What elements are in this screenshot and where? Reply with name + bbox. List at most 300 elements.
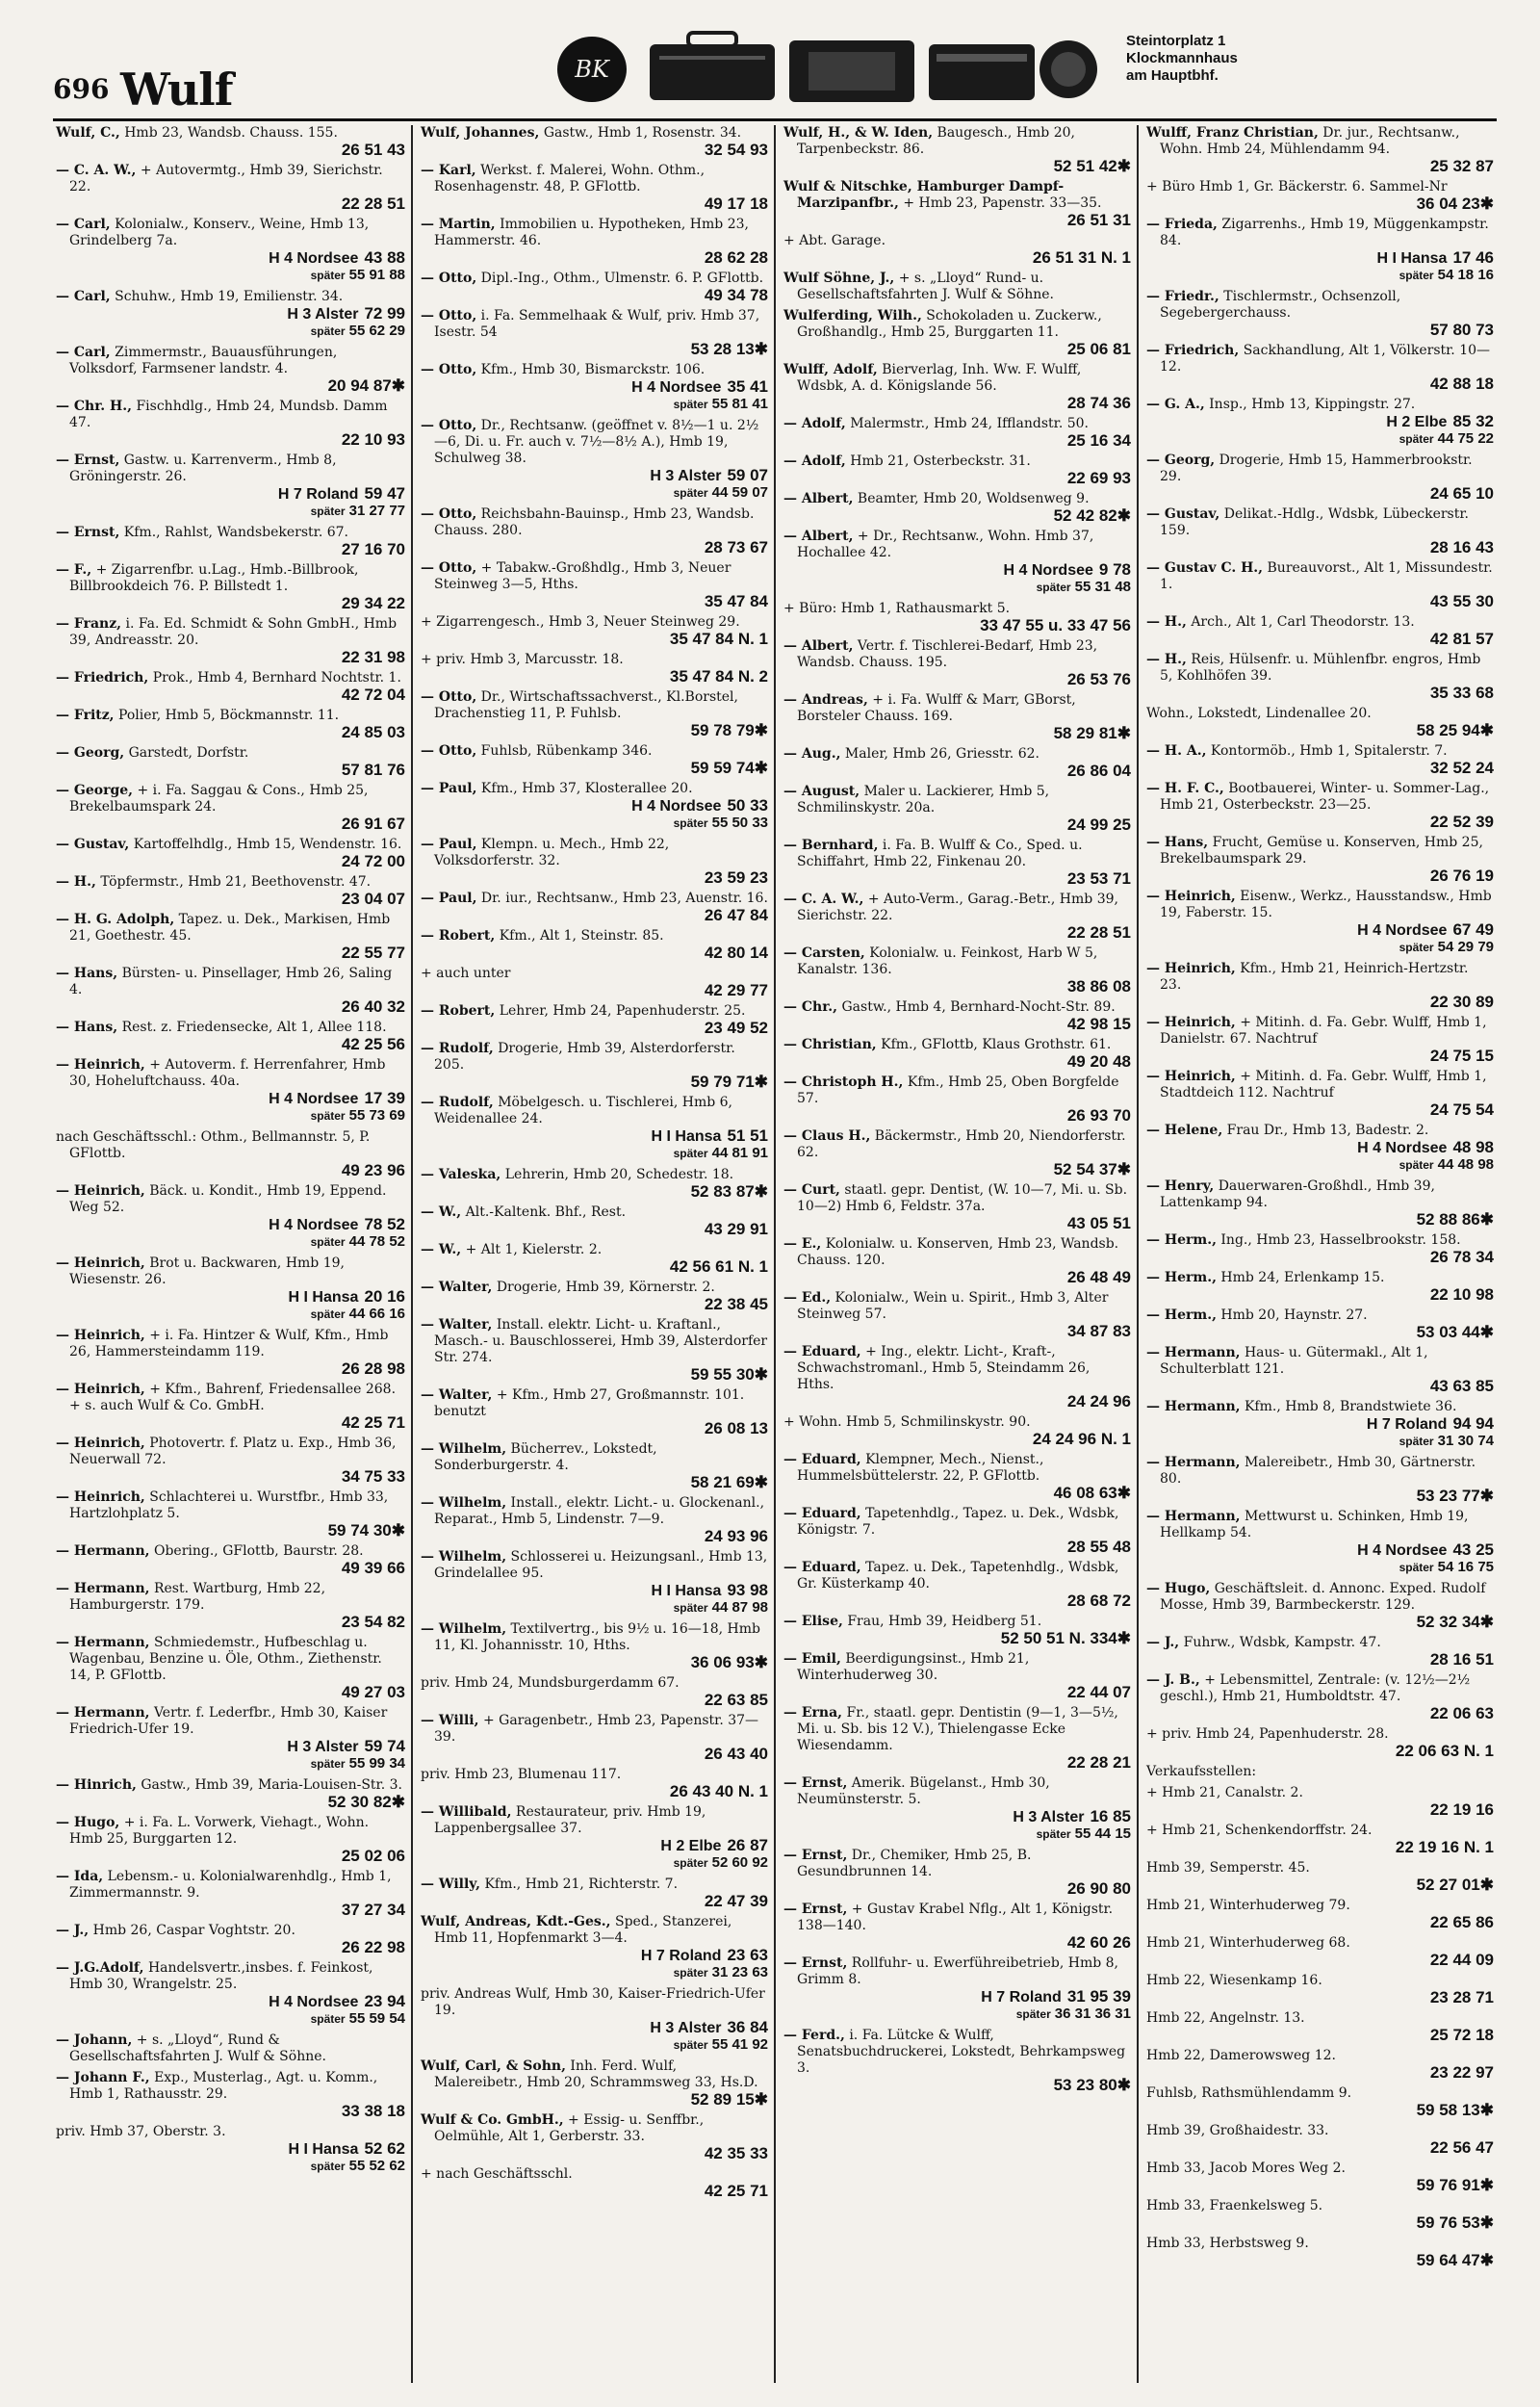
directory-entry [421,1242,768,1275]
directory-entry [1146,2010,1494,2043]
phone-number [69,1036,405,1052]
directory-entry [56,966,405,1015]
directory-entry [1146,1455,1494,1504]
phone-exchange: H 4 Nordsee [1357,922,1448,939]
phone-value: 28 73 67 [704,538,768,556]
phone-value: 28 74 36 [1066,394,1131,412]
entry-address: + Kfm., Bahrenf, Friedensallee 268. + s. auch Wulf & Co. GmbH. [69,1382,397,1413]
phone-number [69,2103,405,2119]
phone-value: 42 72 04 [341,686,405,704]
directory-entry [783,271,1131,303]
directory-entry [1146,1581,1494,1630]
phone-exchange: H I Hansa [288,2141,359,2158]
phone-value: 26 43 40 [704,1745,768,1763]
directory-entry [421,1317,768,1383]
directory-entry [783,692,1131,741]
directory-entry [56,453,405,520]
entry-name: — C. A. W., [56,163,137,178]
entry-name: — Georg, [56,745,125,761]
phone-number [797,671,1131,687]
directory-entry [1146,1860,1494,1893]
phone-exchange: H I Hansa [1376,250,1448,267]
ad-address-line: Steintorplatz 1 [1126,33,1226,49]
phone-value: 37 27 34 [341,1901,405,1919]
entry-address: Prok., Hmb 4, Bernhard Nochtstr. 1. [152,670,401,686]
directory-entry [1146,614,1494,647]
phone-number [1160,2139,1494,2156]
entry-address: Hmb 39, Großhaidestr. 33. [1146,2123,1329,2138]
phone-number [434,797,768,815]
phone-number [1160,994,1494,1010]
entry-address: + priv. Hmb 3, Marcusstr. 18. [421,652,624,667]
entry-address: + i. Fa. Wulff & Marr, GBorst, Borsteler Chauss. 169. [797,692,1076,724]
entry-name: — Claus H., [783,1128,871,1144]
entry-address: Drogerie, Hmb 15, Hammerbrookstr. 29. [1160,453,1473,484]
directory-entry [56,1705,405,1773]
phone-number [434,195,768,212]
entry-address: Reichsbahn-Bauinsp., Hmb 23, Wandsb. Chauss. 280. [434,506,755,538]
phone-value: 26 40 32 [341,997,405,1016]
entry-name: — H., [56,874,96,890]
phone-number [797,1808,1131,1825]
entry-name: — August, [783,784,860,799]
entry-address: + Auto-Verm., Garag.-Betr., Hmb 39, Sierichstr. 22. [797,892,1118,923]
directory-entry [56,1489,405,1539]
entry-address: + Mitinh. d. Fa. Gebr. Wulff, Hmb 1, Danielstr. 67. Nachtruf [1160,1015,1487,1047]
later-label: später [673,1147,708,1160]
directory-entry [421,362,768,413]
phone-value: 22 52 39 [1429,813,1494,831]
later-label: später [1399,1435,1434,1448]
directory-entry [421,1914,768,1981]
phone-number [1160,1211,1494,1228]
directory-entry [783,125,1131,174]
directory-entry [783,1902,1131,1951]
directory-entry [56,289,405,340]
phone-number [69,1288,405,1306]
phone-number [1160,375,1494,392]
phone-number [797,2077,1131,2093]
entry-address: Frau Dr., Hmb 13, Badestr. 2. [1226,1123,1429,1138]
entry-address: Inh. Ferd. Wulf, Malereibetr., Hmb 20, Schrammsweg 33, Hs.D. [434,2058,758,2090]
directory-entry [421,1876,768,1909]
phone-value: 59 58 13✱ [1416,2101,1494,2119]
entry-address: Hmb 39, Semperstr. 45. [1146,1860,1310,1876]
entry-address: Tapez. u. Dek., Tapetenhdlg., Wdsbk, Gr. Küsterkamp 40. [797,1560,1119,1592]
phone-value: 85 32 [1452,412,1494,430]
phone-exchange: H 4 Nordsee [1003,562,1093,579]
entry-name: — Eduard, [783,1344,861,1359]
phone-number [69,541,405,557]
entry-address: Hmb 24, Erlenkamp 15. [1220,1270,1385,1285]
entry-address: Hmb 26, Caspar Voghtstr. 20. [92,1923,295,1938]
ad-address-line: Klockmannhaus [1126,50,1238,66]
entry-name: — Friedrich, [56,670,149,686]
phone-value: 94 94 [1452,1414,1494,1433]
phone-value: 53 28 13✱ [690,340,768,358]
phone-number [1160,1324,1494,1340]
directory-entry [1146,1509,1494,1576]
entry-address: Kfm., Rahlst, Wandsbekerstr. 67. [123,525,348,540]
phone-value: 28 16 51 [1429,1650,1494,1669]
phone-value: 28 68 72 [1066,1592,1131,1610]
phone-value: 42 81 57 [1429,630,1494,648]
phone-number [797,158,1131,174]
phone-number [434,1296,768,1312]
later-phone-number [69,1233,405,1251]
entry-address: Möbelgesch. u. Tischlerei, Hmb 6, Weidenallee 24. [434,1095,733,1126]
entry-address: Tischlermstr., Ochsenzoll, Segebergerchauss. [1160,289,1401,321]
entry-address: Polier, Hmb 5, Böckmannstr. 11. [118,708,340,723]
phone-value: 51 51 [727,1126,768,1145]
phone-number [434,1258,768,1275]
entry-address: + Gustav Krabel Nflg., Alt 1, Königstr. 138—140. [797,1902,1114,1933]
entry-name: Wulf, Carl, & Sohn, [421,2058,566,2074]
phone-number [1160,722,1494,738]
entry-address: + Mitinh. d. Fa. Gebr. Wulff, Hmb 1, Stadtdeich 112. Nachtruf [1160,1069,1487,1100]
directory-entry [783,1414,1131,1447]
phone-exchange: H 7 Roland [640,1948,722,1964]
phone-value: 59 76 91✱ [1416,2176,1494,2194]
entry-address: + Kfm., Hmb 27, Großmannstr. 101. benutzt [434,1387,745,1419]
phone-value: 23 63 [727,1946,768,1964]
entry-address: Geschäftsleit. d. Annonc. Exped. Rudolf Mosse, Hmb 39, Barmbeckerstr. 129. [1160,1581,1486,1613]
entry-name: — Henry, [1146,1178,1215,1194]
later-phone-number [69,1755,405,1773]
phone-value: 20 94 87✱ [327,376,405,395]
entry-address: Bootbauerei, Winter- u. Sommer-Lag., Hmb 21, Osterbeckstr. 23—25. [1160,781,1490,813]
entry-name: — Albert, [783,491,854,506]
phone-number [1160,2064,1494,2081]
entry-address: Obering., GFlottb, Baurstr. 28. [153,1543,364,1559]
entry-address: i. Fa. Ed. Schmidt & Sohn GmbH., Hmb 39, Andreasstr. 20. [69,616,398,648]
phone-value: 36 84 [727,2018,768,2036]
directory-entry [1146,1232,1494,1265]
entry-address: Hmb 23, Wandsb. Chauss. 155. [124,125,338,141]
entry-address: priv. Hmb 24, Mundsburgerdamm 67. [421,1675,680,1691]
entry-address: + Zigarrengesch., Hmb 3, Neuer Steinweg 29. [421,614,740,630]
phone-value: 23 59 23 [704,868,768,887]
entry-address: Gastw., Hmb 39, Maria-Louisen-Str. 3. [141,1777,402,1793]
phone-value: 52 42 82✱ [1053,506,1131,525]
directory-entry [421,928,768,961]
later-label: später [310,269,346,282]
entry-address: i. Fa. Lütcke & Wulff, Senatsbuchdruckerei, Lokstedt, Behrkampsweg 3. [797,2028,1126,2076]
later-label: später [310,1307,346,1321]
phone-number [434,907,768,923]
directory-entry [421,506,768,556]
phone-value: 26 93 70 [1066,1106,1131,1125]
directory-entry [421,2058,768,2108]
phone-number [69,195,405,212]
entry-name: — Willi, [421,1713,479,1728]
phone-value: 35 41 [727,377,768,396]
phone-value: 52 88 86✱ [1416,1210,1494,1229]
entry-name: — Robert, [421,928,496,944]
entry-name: — Curt, [783,1182,840,1198]
phone-number [1160,867,1494,884]
phone-number [434,1692,768,1708]
entry-name: — Hermann, [1146,1509,1241,1524]
directory-entry [783,601,1131,634]
phone-value: 59 76 53✱ [1416,2213,1494,2232]
directory-entry [421,781,768,832]
entry-address: Klempn. u. Mech., Hmb 22, Volksdorferstr. 32. [434,837,670,868]
phone-value: 26 48 49 [1066,1268,1131,1286]
directory-entry [421,1280,768,1312]
directory-entry [421,966,768,998]
phone-number [434,631,768,647]
phone-number [69,1522,405,1539]
entry-name: — Wilhelm, [421,1441,507,1457]
phone-number [434,1020,768,1036]
phone-number [1160,1801,1494,1818]
later-label: später [1399,941,1434,954]
later-label: später [673,1966,708,1980]
directory-entry [1146,1178,1494,1228]
phone-number [797,1988,1131,2006]
later-phone-value: 55 50 33 [711,815,768,831]
phone-number [69,1684,405,1700]
entry-address: Frucht, Gemüse u. Konserven, Hmb 25, Brekelbaumspark 29. [1160,835,1483,867]
phone-number [1160,593,1494,609]
page-header [53,27,1497,121]
directory-entry [421,743,768,776]
phone-value: 28 55 48 [1066,1538,1131,1556]
phone-number [797,1754,1131,1771]
entry-address: Kolonialw., Konserv., Weine, Hmb 13, Grindelberg 7a. [69,217,370,248]
entry-name: — Paul, [421,837,477,852]
later-phone-number [434,1854,768,1872]
directory-column [411,125,774,2383]
phone-number [797,1630,1131,1646]
entry-name: — Erna, [783,1705,843,1721]
phone-value: 9 78 [1098,560,1131,579]
entry-name: — Eduard, [783,1452,861,1467]
entry-name: — Heinrich, [1146,1015,1236,1030]
entry-address: Frau, Hmb 39, Heidberg 51. [847,1614,1042,1629]
phone-value: 31 95 39 [1066,1987,1131,2006]
entry-name: — Heinrich, [56,1489,145,1505]
later-phone-value: 44 59 07 [711,484,768,501]
entry-name: — Heinrich, [56,1382,145,1397]
phone-value: 23 54 82 [341,1613,405,1631]
phone-value: 26 28 98 [341,1359,405,1378]
later-phone-value: 55 99 34 [348,1755,405,1772]
phone-value: 49 34 78 [704,286,768,304]
directory-entry [56,1255,405,1323]
entry-name: — Gustav, [56,837,130,852]
directory-entry [783,638,1131,687]
entry-address: Kfm., Hmb 21, Richterstr. 7. [484,1876,679,1892]
later-label: später [1399,269,1434,282]
directory-entry [1146,835,1494,884]
phone-number [434,2019,768,2036]
directory-entry [1146,1898,1494,1930]
later-phone-value: 44 48 98 [1437,1156,1494,1173]
entry-address: + s. „Lloyd“ Rund- u. Gesellschaftsfahrten J. Wulf & Söhne. [797,271,1054,302]
phone-number [797,249,1131,266]
phone-number [1160,814,1494,830]
directory-entry [1146,217,1494,284]
later-label: später [1036,1827,1071,1841]
entry-address: + s. „Lloyd“, Rund & Gesellschaftsfahrten J. Wulf & Söhne. [69,2032,326,2064]
phone-value: 26 51 31 [1066,211,1131,229]
later-phone-value: 55 62 29 [348,323,405,339]
phone-value: 24 75 54 [1429,1100,1494,1119]
phone-number [434,2145,768,2161]
directory-entry [1146,1672,1494,1721]
directory-entry [1146,2048,1494,2081]
phone-number [69,1794,405,1810]
directory-entry [56,1057,405,1125]
entry-address: Insp., Hmb 13, Kippingstr. 27. [1209,397,1416,412]
directory-entry [421,1441,768,1490]
phone-value: 23 94 [364,1992,405,2010]
phone-value: 22 10 98 [1429,1285,1494,1304]
later-phone-number [1160,1156,1494,1174]
phone-value: 72 99 [364,304,405,323]
directory-entry [1146,397,1494,448]
entry-name: — J., [56,1923,90,1938]
phone-value: 33 47 55 u. 33 47 56 [980,616,1131,634]
phone-value: 32 52 24 [1429,759,1494,777]
entry-address: Alt.-Kaltenk. Bhf., Rest. [465,1204,627,1220]
phone-value: 53 23 77✱ [1416,1487,1494,1505]
phone-exchange: H 4 Nordsee [631,798,722,815]
phone-number [69,142,405,158]
phone-value: 52 32 34✱ [1416,1613,1494,1631]
entry-name: — Hugo, [1146,1581,1211,1596]
phone-number [797,212,1131,228]
phone-number [797,1934,1131,1951]
phone-value: 42 88 18 [1429,375,1494,393]
ad-suitcase-1 [650,44,775,100]
phone-value: 52 62 [364,2139,405,2158]
entry-address: Kfm., Hmb 21, Heinrich-Hertzstr. 23. [1160,961,1469,993]
phone-number [1160,2177,1494,2193]
entry-address: + Garagenbetr., Hmb 23, Papenstr. 37—39. [434,1713,759,1745]
entry-address: Lehrerin, Hmb 20, Schedestr. 18. [504,1167,734,1182]
directory-entry [1146,343,1494,392]
entry-address: priv. Hmb 23, Blumenau 117. [421,1767,622,1782]
phone-value: 46 08 63✱ [1053,1484,1131,1502]
phone-value: 22 31 98 [341,648,405,666]
phone-value: 38 86 08 [1066,977,1131,996]
entry-name: — Walter, [421,1317,493,1333]
entry-name: — C. A. W., [783,892,864,907]
phone-value: 26 53 76 [1066,670,1131,688]
entry-name: — Aug., [783,746,841,762]
entry-name: — Adolf, [783,453,846,469]
entry-address: Zigarrenhs., Hmb 19, Müggenkampstr. 84. [1160,217,1489,248]
phone-value: 58 25 94✱ [1416,721,1494,739]
entry-address: Tapetenhdlg., Tapez. u. Dek., Wdsbk, Königstr. 7. [797,1506,1119,1538]
phone-number [434,341,768,357]
phone-number [797,1684,1131,1700]
phone-value: 59 64 47✱ [1416,2251,1494,2269]
phone-value: 22 63 85 [704,1691,768,1709]
entry-name: — Andreas, [783,692,868,708]
entry-address: Fuhlsb, Rathsmühlendamm 9. [1146,2085,1352,2101]
phone-value: 26 90 80 [1066,1879,1131,1898]
entry-name: — J. B., [1146,1672,1200,1688]
entry-name: — Carl, [56,217,111,232]
entry-address: Kfm., Alt 1, Steinstr. 85. [499,928,664,944]
entry-name: — Hermann, [56,1635,150,1650]
later-label: später [310,505,346,518]
phone-exchange: H 4 Nordsee [269,1217,359,1233]
directory-entry [783,1651,1131,1700]
directory-entry [56,783,405,832]
directory-entry [421,271,768,303]
phone-number [69,1216,405,1233]
phone-value: 59 74 30✱ [327,1521,405,1540]
directory-column [1137,125,1500,2383]
entry-address: Mettwurst u. Schinken, Hmb 19, Hellkamp 54. [1160,1509,1469,1540]
later-phone-number [69,267,405,284]
entry-address: Kartoffelhdlg., Hmb 15, Wendenstr. 16. [133,837,402,852]
entry-name: — Franz, [56,616,122,632]
phone-value: 22 19 16 N. 1 [1395,1838,1494,1856]
phone-value: 52 27 01✱ [1416,1876,1494,1894]
entry-address: + Büro: Hmb 1, Rathausmarkt 5. [783,601,1011,616]
entry-name: — Ferd., [783,2028,845,2043]
phone-number [69,1414,405,1431]
phone-value: 42 35 33 [704,2144,768,2162]
directory-entry [56,1777,405,1810]
directory-entry [1146,652,1494,701]
entry-name: — H., [1146,614,1187,630]
phone-value: 28 16 43 [1429,538,1494,556]
entry-name: — Chr., [783,999,838,1015]
directory-entry [421,1387,768,1436]
phone-number [69,1090,405,1107]
phone-value: 43 88 [364,248,405,267]
directory-entry [421,1041,768,1090]
later-phone-value: 31 30 74 [1437,1433,1494,1449]
directory-entry [421,1495,768,1544]
entry-name: Wulff, Franz Christian, [1146,125,1319,141]
phone-exchange: H 7 Roland [981,1989,1062,2006]
phone-number [434,1746,768,1762]
entry-name: — Christian, [783,1037,877,1052]
directory-entry [783,1128,1131,1178]
later-phone-value: 55 41 92 [711,2036,768,2053]
later-phone-number [434,1145,768,1162]
phone-exchange: H 7 Roland [1366,1416,1448,1433]
entry-name: Wulf Söhne, J., [783,271,895,286]
phone-number [434,1221,768,1237]
phone-value: 48 98 [1452,1138,1494,1156]
phone-value: 52 54 37✱ [1053,1160,1131,1178]
entry-address: + Zigarrenfbr. u.Lag., Hmb.-Billbrook, Billbrookdeich 76. P. Billstedt 1. [69,562,359,594]
phone-exchange: H 4 Nordsee [269,250,359,267]
entry-name: — Walter, [421,1387,493,1403]
phone-number [69,377,405,394]
entry-name: — Friedr., [1146,289,1219,304]
phone-number [1160,1989,1494,2006]
directory-column [774,125,1137,2383]
directory-entry [783,1506,1131,1555]
phone-number [434,1074,768,1090]
directory-entry [1146,2123,1494,2156]
entry-address: i. Fa. B. Wulff & Co., Sped. u. Schiffahrt, Hmb 22, Finkenau 20. [797,838,1083,869]
phone-value: 22 19 16 [1429,1800,1494,1819]
phone-number [1160,1249,1494,1265]
phone-value: 26 51 43 [341,141,405,159]
directory-entry [56,670,405,703]
